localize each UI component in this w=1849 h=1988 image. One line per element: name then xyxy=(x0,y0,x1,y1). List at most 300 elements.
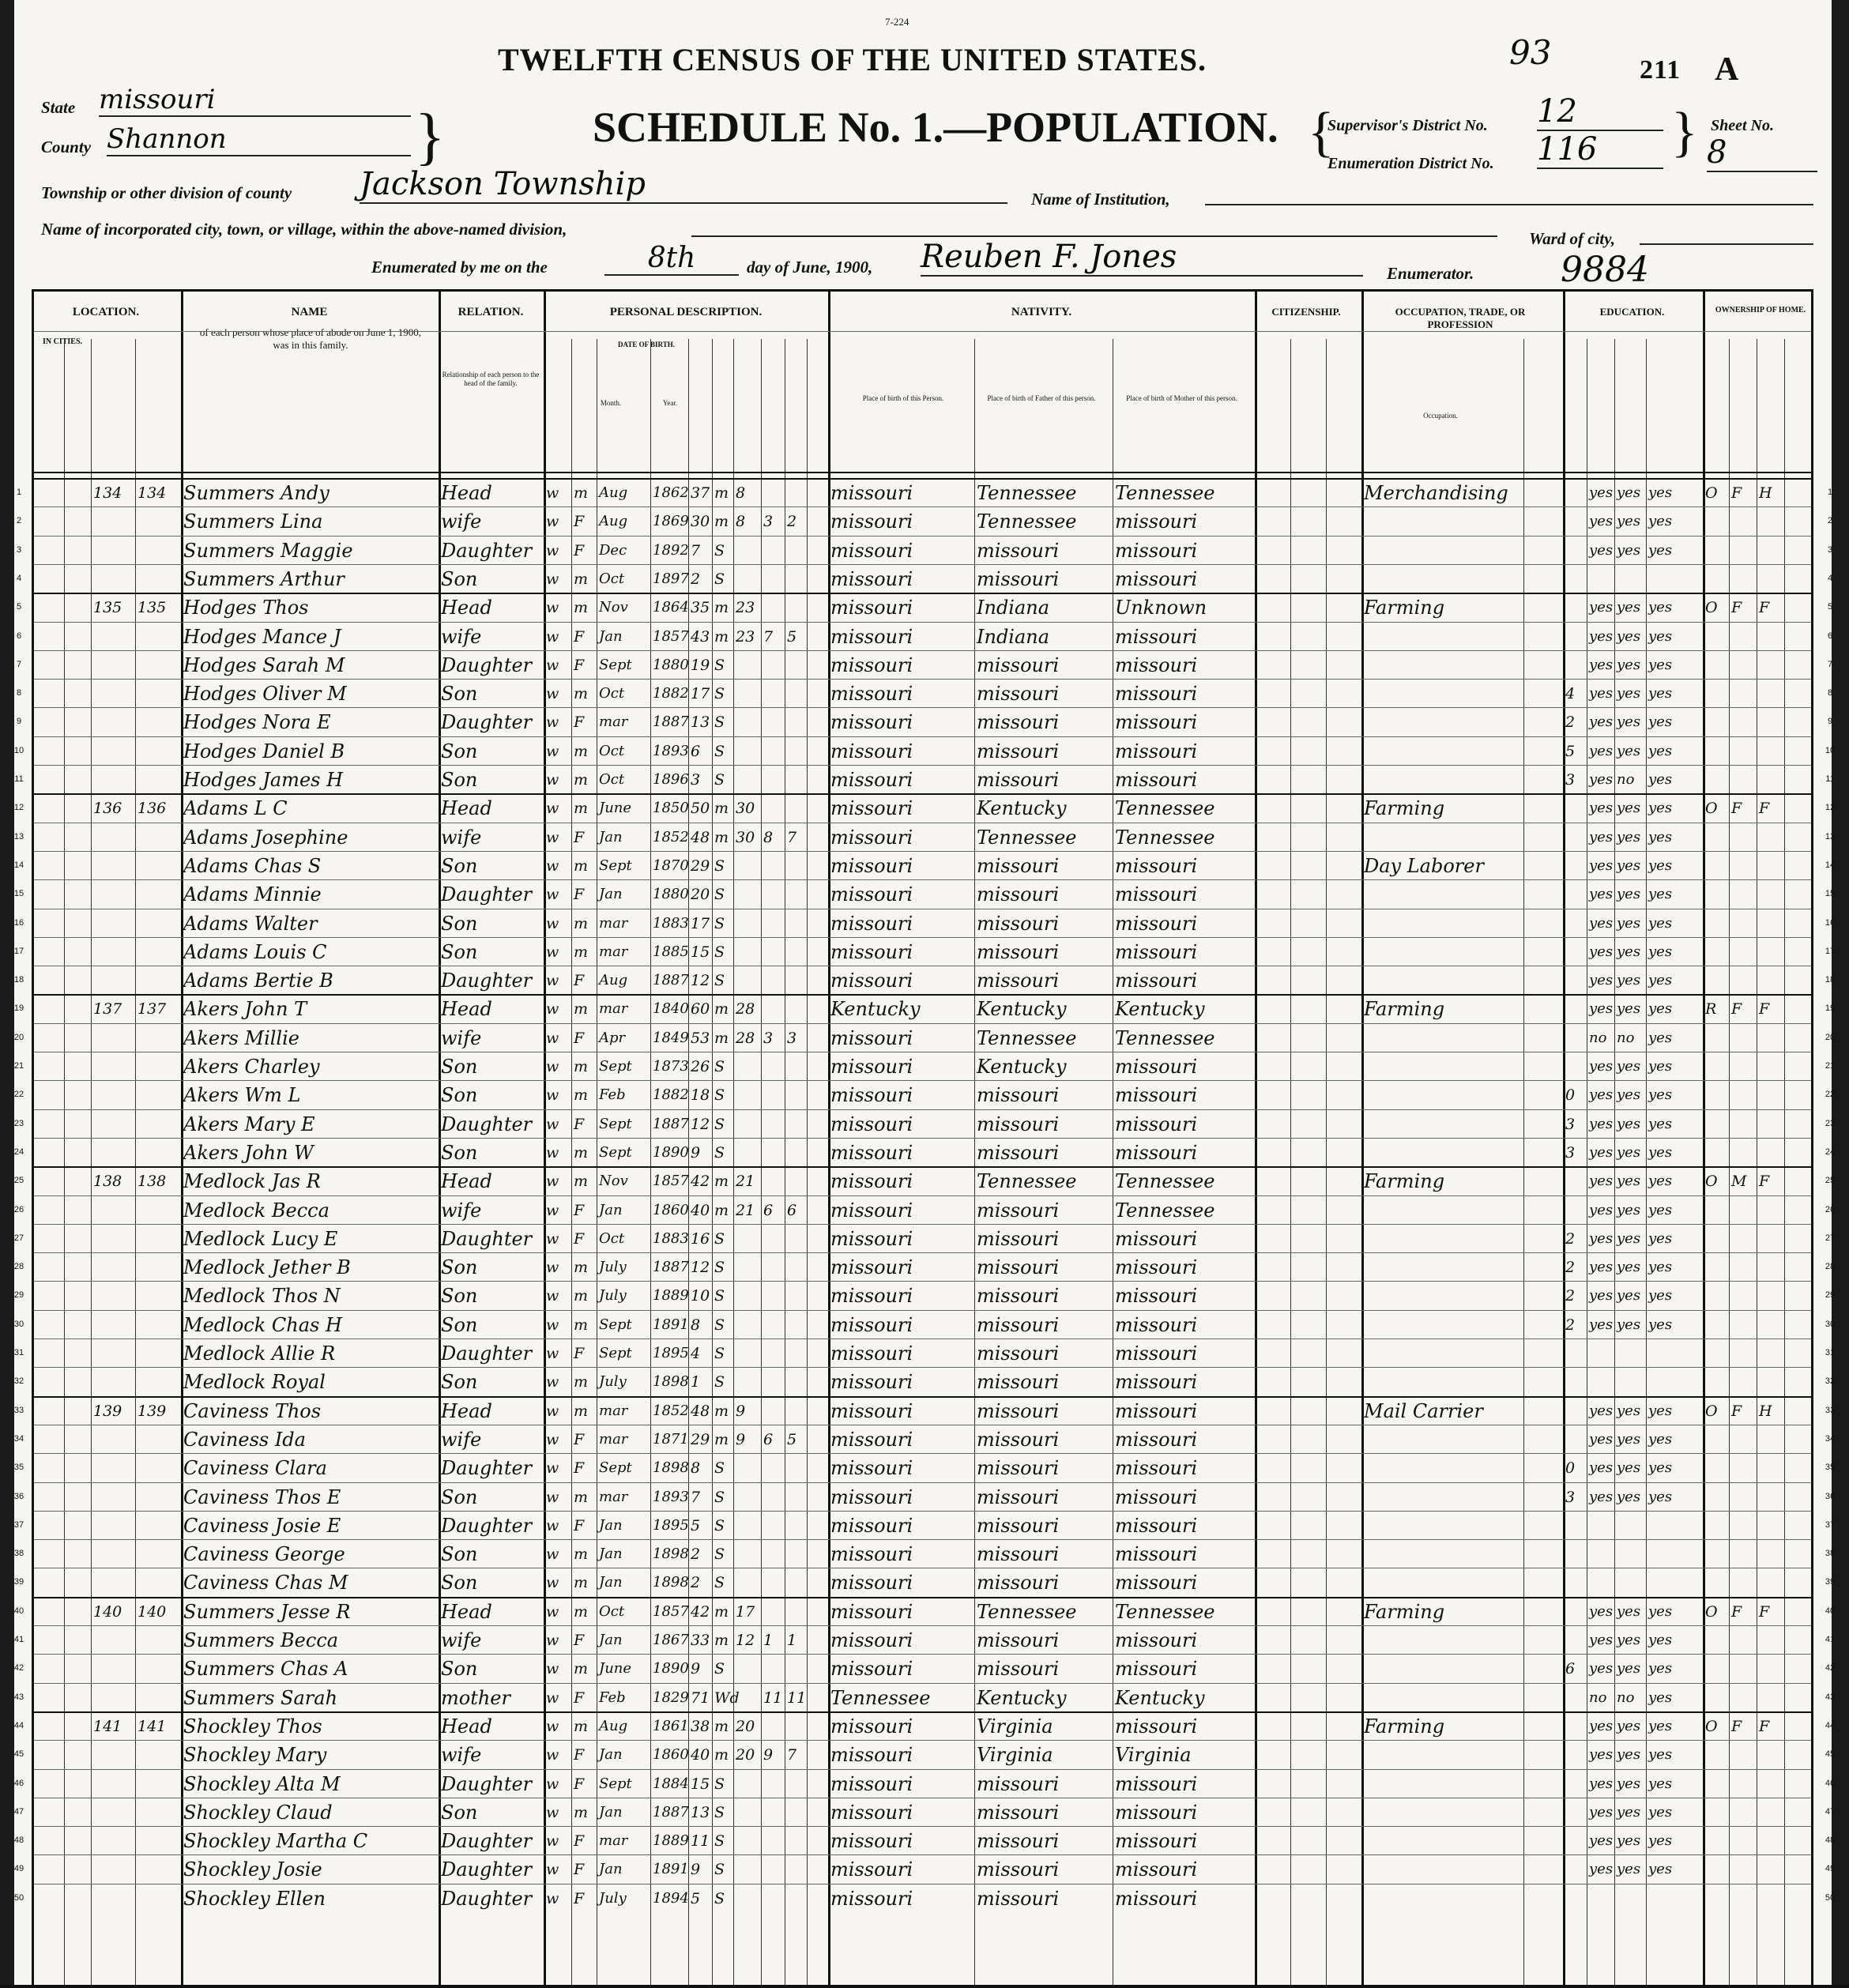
cell-mo: Jan xyxy=(599,828,623,845)
cell-age: 35 xyxy=(691,599,710,617)
line-number: 25 xyxy=(1825,1176,1836,1186)
cell-pf: Kentucky xyxy=(977,998,1067,1021)
cell-name: Hodges Thos xyxy=(183,597,309,619)
cell-race: w xyxy=(546,656,559,674)
cell-sch: 3 xyxy=(1565,1115,1576,1133)
line-number: 11 xyxy=(14,774,24,784)
line-number: 47 xyxy=(13,1806,24,1817)
cell-sex: m xyxy=(574,1660,589,1678)
cell-read: yes xyxy=(1589,1803,1614,1820)
cell-age: 38 xyxy=(691,1717,710,1735)
line-number: 29 xyxy=(1825,1290,1836,1301)
cell-sch: 3 xyxy=(1565,771,1576,789)
line-number: 3 xyxy=(1827,544,1833,555)
cell-pm: missouri xyxy=(1115,1342,1198,1365)
page-letter: A xyxy=(1715,51,1740,88)
row-rule xyxy=(34,478,1811,480)
cell-name: Hodges James H xyxy=(183,769,344,791)
line-number: 13 xyxy=(1825,831,1836,842)
group-birth-father: Place of birth of Father of this person. xyxy=(987,394,1096,402)
cell-read: yes xyxy=(1589,713,1614,731)
cell-pm: missouri xyxy=(1115,1658,1198,1681)
row-rule xyxy=(34,1826,1811,1827)
cell-mo: Jan xyxy=(599,886,623,903)
cell-sex: F xyxy=(574,1832,585,1851)
line-number: 45 xyxy=(13,1749,24,1760)
cell-write: yes xyxy=(1617,972,1641,989)
cell-age: 15 xyxy=(691,943,710,961)
cell-ms: S xyxy=(714,742,725,760)
cell-eng: yes xyxy=(1648,800,1673,817)
cell-sex: F xyxy=(574,713,585,732)
scan-edge-left xyxy=(0,0,14,1985)
cell-sex: m xyxy=(574,800,589,818)
cell-rel: Son xyxy=(441,567,478,590)
cell-h: F xyxy=(1759,599,1770,617)
cell-race: w xyxy=(546,1459,559,1478)
cell-pm: missouri xyxy=(1115,1141,1198,1164)
cell-pf: missouri xyxy=(977,1428,1060,1451)
cell-dw: 138 xyxy=(93,1173,122,1191)
cell-age: 10 xyxy=(691,1287,710,1305)
cell-yr: 1887 xyxy=(653,1259,689,1276)
cell-ms: S xyxy=(714,1861,725,1879)
cell-race: w xyxy=(546,1861,559,1879)
cell-pb: missouri xyxy=(830,1342,913,1365)
cell-pb: missouri xyxy=(830,740,913,762)
cell-ym: 12 xyxy=(736,1632,755,1649)
cell-yr: 1887 xyxy=(653,713,689,731)
cell-pm: Tennessee xyxy=(1115,1199,1215,1222)
cell-pf: missouri xyxy=(977,1629,1060,1651)
cell-yr: 1889 xyxy=(653,1832,689,1850)
cell-sch: 0 xyxy=(1565,1459,1576,1478)
cell-pf: missouri xyxy=(977,1313,1060,1336)
cell-sex: m xyxy=(574,484,589,502)
cell-name: Akers Charley xyxy=(183,1056,320,1078)
cell-eng: yes xyxy=(1648,1660,1673,1677)
cell-write: yes xyxy=(1617,1259,1641,1276)
cell-occ: Farming xyxy=(1364,597,1445,619)
row-rule xyxy=(34,1654,1811,1655)
cell-race: w xyxy=(546,1430,559,1448)
line-number: 2 xyxy=(16,516,22,526)
cell-ms: S xyxy=(714,656,725,674)
cell-ym: 21 xyxy=(736,1173,755,1191)
cell-eng: yes xyxy=(1648,1287,1673,1305)
line-number: 41 xyxy=(13,1635,24,1644)
cell-sex: m xyxy=(574,771,589,789)
cell-eng: yes xyxy=(1648,1689,1673,1706)
column-rule xyxy=(712,339,713,1986)
cell-sex: m xyxy=(574,1803,589,1821)
cell-sch: 3 xyxy=(1565,1488,1576,1506)
cell-age: 9 xyxy=(691,1660,701,1678)
cell-pf: missouri xyxy=(977,653,1060,676)
line-number: 2 xyxy=(1827,516,1833,526)
cell-age: 3 xyxy=(691,771,701,789)
cell-mo: mar xyxy=(599,1430,628,1448)
cell-sex: m xyxy=(574,1000,589,1018)
cell-ms: S xyxy=(714,1803,725,1821)
cell-yr: 1889 xyxy=(653,1287,689,1305)
cell-race: w xyxy=(546,914,559,932)
cell-write: yes xyxy=(1617,1058,1641,1075)
cell-rel: Son xyxy=(441,740,478,762)
cell-read: yes xyxy=(1589,1488,1614,1505)
cell-sex: F xyxy=(574,1029,585,1047)
cell-name: Akers Mary E xyxy=(183,1113,315,1135)
cell-sex: F xyxy=(574,1430,585,1448)
group-citizenship: CITIZENSHIP. xyxy=(1271,306,1341,318)
row-rule xyxy=(34,1769,1811,1770)
cell-pb: missouri xyxy=(830,1285,913,1308)
ward-line xyxy=(1640,243,1813,245)
cell-pm: Tennessee xyxy=(1115,826,1215,849)
cell-mc: 5 xyxy=(787,627,797,646)
row-rule xyxy=(34,1166,1811,1168)
cell-yr: 1880 xyxy=(653,656,689,673)
cell-pf: missouri xyxy=(977,1084,1060,1107)
cell-rel: Son xyxy=(441,1572,478,1595)
row-rule xyxy=(34,1740,1811,1741)
cell-race: w xyxy=(546,1602,559,1621)
cell-sex: F xyxy=(574,1516,585,1534)
enumeration-value: 116 xyxy=(1537,131,1663,169)
cell-eng: yes xyxy=(1648,599,1673,616)
cell-sex: F xyxy=(574,1459,585,1478)
cell-rel: Son xyxy=(441,1543,478,1566)
cell-write: no xyxy=(1617,1029,1635,1046)
supervisor-value: 12 xyxy=(1537,93,1663,131)
cell-mc: 7 xyxy=(787,828,797,846)
cell-pm: missouri xyxy=(1115,1313,1198,1336)
cell-eng: yes xyxy=(1648,1058,1673,1075)
cell-mc: 1 xyxy=(787,1632,797,1649)
cell-pb: missouri xyxy=(830,797,913,820)
row-rule xyxy=(34,679,1811,680)
cell-sex: F xyxy=(574,972,585,990)
cell-fm: M xyxy=(1731,1173,1747,1191)
group-ownership: OWNERSHIP OF HOME. xyxy=(1715,306,1806,314)
cell-read: yes xyxy=(1589,1459,1614,1477)
cell-pb: missouri xyxy=(830,625,913,648)
cell-ms: m xyxy=(714,484,729,502)
cell-sch: 6 xyxy=(1565,1660,1576,1678)
cell-mo: Aug xyxy=(599,972,628,989)
cell-pf: missouri xyxy=(977,970,1060,992)
row-rule xyxy=(34,1138,1811,1139)
cell-write: yes xyxy=(1617,1287,1641,1305)
cell-pm: missouri xyxy=(1115,1801,1198,1824)
cell-write: yes xyxy=(1617,1402,1641,1419)
cell-sex: F xyxy=(574,1746,585,1764)
cell-rel: Head xyxy=(441,998,492,1021)
column-rule xyxy=(733,339,734,1986)
cell-pf: missouri xyxy=(977,1199,1060,1222)
cell-ms: S xyxy=(714,1316,725,1334)
cell-pb: missouri xyxy=(830,1801,913,1824)
scan-edge-right xyxy=(1832,0,1849,1985)
cell-race: w xyxy=(546,1488,559,1506)
line-number: 10 xyxy=(13,745,24,755)
cell-pm: missouri xyxy=(1115,940,1198,963)
cell-ms: Wd xyxy=(714,1689,740,1707)
cell-sch: 2 xyxy=(1565,1287,1576,1305)
cell-mo: Feb xyxy=(599,1689,626,1706)
cell-mo: Oct xyxy=(599,742,625,759)
cell-pb: missouri xyxy=(830,1600,913,1623)
cell-write: yes xyxy=(1617,685,1641,702)
cell-occ: Mail Carrier xyxy=(1364,1399,1483,1422)
cell-own: O xyxy=(1705,1717,1718,1735)
row-rule xyxy=(34,622,1811,623)
cell-age: 15 xyxy=(691,1775,710,1793)
cell-yr: 1893 xyxy=(653,1488,689,1505)
line-number: 7 xyxy=(1827,659,1833,669)
cell-rel: Head xyxy=(441,1715,492,1738)
cell-race: w xyxy=(546,828,559,846)
cell-write: yes xyxy=(1617,1632,1641,1648)
cell-ym: 28 xyxy=(736,1000,755,1018)
cell-pm: Tennessee xyxy=(1115,1600,1215,1623)
cell-name: Adams Bertie B xyxy=(183,970,333,992)
cell-pb: missouri xyxy=(830,1629,913,1651)
cell-age: 6 xyxy=(691,742,701,760)
cell-write: yes xyxy=(1617,1316,1641,1333)
cell-mo: Jan xyxy=(599,1201,623,1218)
cell-fm: F xyxy=(1731,1000,1742,1018)
cell-pf: missouri xyxy=(977,1572,1060,1595)
cell-race: w xyxy=(546,1201,559,1219)
cell-mo: Dec xyxy=(599,541,627,559)
line-number: 50 xyxy=(13,1892,24,1903)
cell-pb: missouri xyxy=(830,539,913,562)
cell-race: w xyxy=(546,1316,559,1334)
cell-pm: missouri xyxy=(1115,1772,1198,1795)
cell-sex: m xyxy=(574,857,589,875)
cell-eng: yes xyxy=(1648,1459,1673,1477)
city-label: Name of incorporated city, town, or village, within the above-named division, xyxy=(41,220,567,239)
group-dob: DATE OF BIRTH. xyxy=(618,341,675,348)
line-number: 48 xyxy=(13,1836,24,1846)
cell-mo: Aug xyxy=(599,513,628,530)
line-number: 41 xyxy=(1825,1635,1836,1644)
cell-yr: 1882 xyxy=(653,1086,689,1104)
cell-rel: Son xyxy=(441,1801,478,1824)
cell-rel: Head xyxy=(441,482,492,504)
column-rule xyxy=(1326,339,1327,1986)
cell-read: yes xyxy=(1589,972,1614,989)
cell-ms: m xyxy=(714,828,729,846)
group-occupation-sub: Occupation. xyxy=(1423,412,1458,420)
cell-fm: F xyxy=(1731,1602,1742,1621)
cell-pb: missouri xyxy=(830,1141,913,1164)
cell-eng: yes xyxy=(1648,1488,1673,1505)
cell-sex: F xyxy=(574,828,585,846)
cell-name: Medlock Royal xyxy=(183,1371,326,1394)
cell-rel: Head xyxy=(441,1399,492,1422)
cell-pm: missouri xyxy=(1115,1399,1198,1422)
cell-mo: Jan xyxy=(599,627,623,645)
cell-mb: 3 xyxy=(763,513,774,531)
cell-yr: 1891 xyxy=(653,1861,689,1878)
line-number: 13 xyxy=(13,831,24,842)
cell-pm: Kentucky xyxy=(1115,998,1205,1021)
cell-pm: missouri xyxy=(1115,1227,1198,1250)
institution-line xyxy=(1205,204,1813,205)
cell-pb: missouri xyxy=(830,1658,913,1681)
cell-race: w xyxy=(546,599,559,617)
cell-fam: 139 xyxy=(137,1402,167,1420)
line-number: 36 xyxy=(13,1491,24,1501)
cell-mo: June xyxy=(599,1660,632,1677)
cell-rel: Son xyxy=(441,683,478,706)
line-number: 16 xyxy=(1825,917,1836,928)
cell-mo: July xyxy=(599,1373,627,1391)
cell-name: Caviness Chas M xyxy=(183,1572,348,1595)
cell-pf: Tennessee xyxy=(977,1026,1077,1049)
cell-pm: missouri xyxy=(1115,854,1198,877)
cell-ym: 20 xyxy=(736,1746,755,1764)
line-number: 38 xyxy=(13,1549,24,1559)
cell-pb: missouri xyxy=(830,683,913,706)
column-rule xyxy=(1784,339,1785,1986)
cell-eng: yes xyxy=(1648,828,1673,845)
cell-ms: S xyxy=(714,1546,725,1564)
cell-mo: mar xyxy=(599,713,628,731)
population-table xyxy=(13,289,1836,1988)
cell-race: w xyxy=(546,1746,559,1764)
cell-read: yes xyxy=(1589,1287,1614,1305)
cell-race: w xyxy=(546,1832,559,1851)
cell-mb: 6 xyxy=(763,1201,774,1219)
line-number: 4 xyxy=(1827,573,1833,583)
cell-race: w xyxy=(546,1803,559,1821)
state-label: State xyxy=(41,98,76,117)
cell-ms: m xyxy=(714,1717,729,1735)
cell-mo: mar xyxy=(599,1488,628,1505)
cell-sex: m xyxy=(574,742,589,760)
cell-name: Akers Millie xyxy=(183,1026,299,1049)
cell-pm: missouri xyxy=(1115,769,1198,791)
cell-age: 18 xyxy=(691,1086,710,1105)
cell-occ: Day Laborer xyxy=(1364,854,1484,877)
institution-label: Name of Institution, xyxy=(1031,190,1170,209)
line-number: 47 xyxy=(1825,1806,1836,1817)
cell-write: yes xyxy=(1617,627,1641,645)
row-rule xyxy=(34,765,1811,766)
cell-rel: Daughter xyxy=(441,1342,533,1365)
cell-rel: Son xyxy=(441,769,478,791)
row-rule xyxy=(34,1109,1811,1110)
group-name-desc: of each person whose place of abode on June 1, 1900, was in this family. xyxy=(199,326,422,351)
cell-ms: m xyxy=(714,1029,729,1047)
cell-yr: 1869 xyxy=(653,513,689,530)
line-number: 44 xyxy=(1825,1720,1836,1730)
cell-ms: S xyxy=(714,771,725,789)
cell-mo: Sept xyxy=(599,1459,632,1477)
cell-rel: Son xyxy=(441,1256,478,1279)
cell-own: O xyxy=(1705,1173,1718,1191)
cell-rel: Son xyxy=(441,1658,478,1681)
cell-read: yes xyxy=(1589,1775,1614,1792)
cell-write: yes xyxy=(1617,541,1641,559)
cell-sex: F xyxy=(574,1632,585,1649)
cell-pm: missouri xyxy=(1115,1457,1198,1480)
cell-sex: F xyxy=(574,1889,585,1907)
cell-eng: yes xyxy=(1648,713,1673,731)
cell-read: yes xyxy=(1589,828,1614,845)
cell-read: yes xyxy=(1589,1832,1614,1850)
cell-ms: S xyxy=(714,1229,725,1248)
cell-read: yes xyxy=(1589,1058,1614,1075)
cell-ms: S xyxy=(714,1516,725,1534)
cell-ym: 9 xyxy=(736,1402,746,1420)
cell-rel: Son xyxy=(441,1141,478,1164)
cell-pm: Unknown xyxy=(1115,597,1207,619)
cell-mo: Oct xyxy=(599,685,625,702)
cell-mb: 3 xyxy=(763,1029,774,1047)
cell-eng: yes xyxy=(1648,1861,1673,1878)
cell-age: 20 xyxy=(691,886,710,904)
cell-race: w xyxy=(546,1287,559,1305)
cell-eng: yes xyxy=(1648,1602,1673,1620)
sheet-value: 8 xyxy=(1707,134,1817,172)
cell-pm: missouri xyxy=(1115,1371,1198,1394)
cell-write: yes xyxy=(1617,1143,1641,1161)
cell-own: O xyxy=(1705,800,1718,818)
cell-sex: m xyxy=(574,570,589,588)
cell-pf: missouri xyxy=(977,539,1060,562)
group-year: Year. xyxy=(662,399,678,407)
township-label: Township or other division of county xyxy=(41,183,292,202)
cell-sex: m xyxy=(574,1058,589,1075)
cell-occ: Farming xyxy=(1364,1600,1445,1623)
cell-race: w xyxy=(546,1402,559,1420)
cell-rel: wife xyxy=(441,510,482,533)
line-number: 40 xyxy=(13,1606,24,1616)
cell-rel: Daughter xyxy=(441,1887,533,1910)
cell-yr: 1887 xyxy=(653,1115,689,1132)
cell-write: yes xyxy=(1617,1717,1641,1734)
line-number: 32 xyxy=(13,1376,24,1387)
enumerated-mid: day of June, 1900, xyxy=(747,258,873,277)
cell-ym: 30 xyxy=(736,800,755,818)
group-relation: RELATION. xyxy=(458,306,524,318)
cell-rel: Daughter xyxy=(441,883,533,906)
cell-sex: m xyxy=(574,1086,589,1105)
row-rule xyxy=(34,937,1811,938)
schedule-title: SCHEDULE No. 1.—POPULATION. xyxy=(593,104,1278,151)
cell-name: Shockley Mary xyxy=(183,1744,327,1767)
cell-rel: Son xyxy=(441,1371,478,1394)
cell-eng: yes xyxy=(1648,685,1673,702)
cell-sex: m xyxy=(574,1173,589,1191)
cell-yr: 1860 xyxy=(653,1746,689,1764)
cell-ms: S xyxy=(714,685,725,703)
line-number: 4 xyxy=(16,573,22,583)
cell-yr: 1850 xyxy=(653,800,689,817)
line-number: 49 xyxy=(1825,1864,1836,1874)
line-number: 12 xyxy=(1825,803,1836,813)
row-rule xyxy=(34,1711,1811,1713)
cell-name: Akers John T xyxy=(183,998,307,1021)
cell-name: Adams Walter xyxy=(183,912,318,935)
cell-pf: Tennessee xyxy=(977,826,1077,849)
cell-fm: F xyxy=(1731,1402,1742,1420)
cell-mo: Jan xyxy=(599,1574,623,1591)
